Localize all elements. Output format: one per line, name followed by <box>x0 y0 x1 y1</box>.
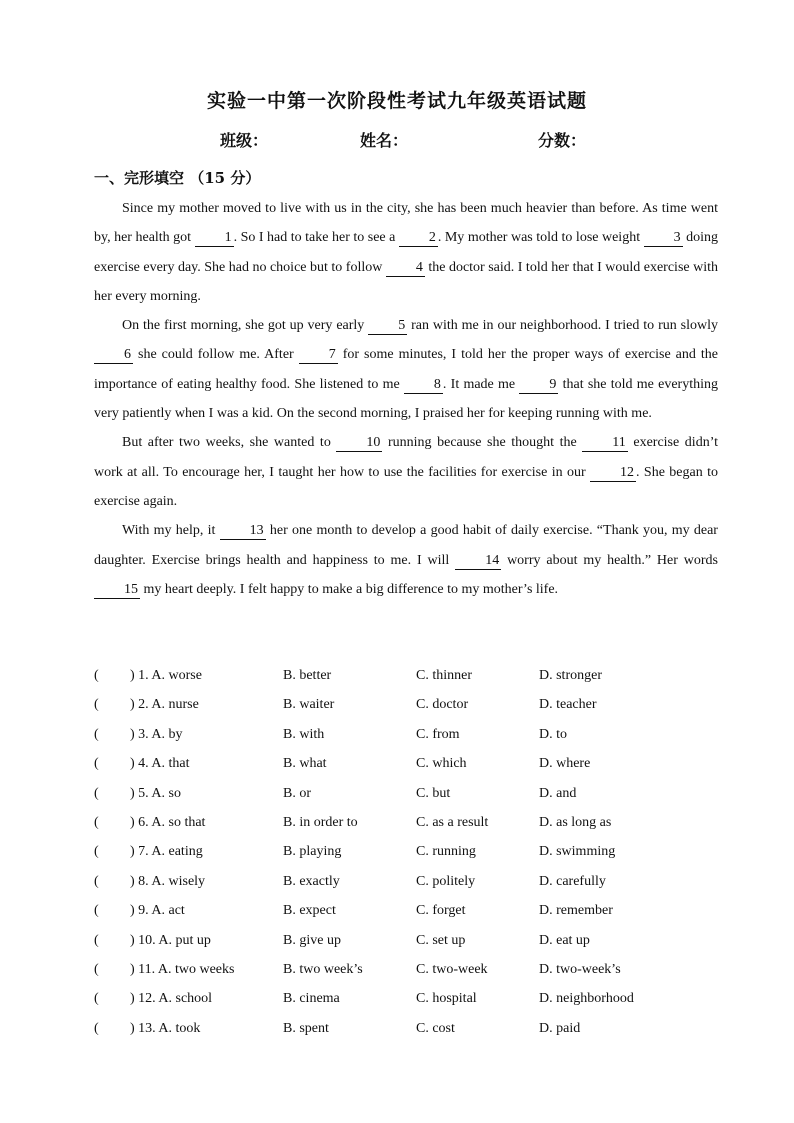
passage-text: my heart deeply. I felt happy to make a big difference to my mother’s life. <box>140 581 559 597</box>
passage-text: for some minutes, I told her the proper ways of exercise and the importance of eating healthy food. She listened to me <box>94 347 718 392</box>
question-row <box>94 868 718 897</box>
passage-text: But after two weeks, she wanted to <box>122 435 337 451</box>
option-a: ) 6. A. so that <box>130 814 206 830</box>
option-a: ) 11. A. two weeks <box>130 961 235 977</box>
option-c: C. which <box>416 756 467 772</box>
blank: 9 <box>519 377 558 394</box>
passage-text: exercise didn’t work at all. To encourage her, I taught her how to use the facilities for exercise in our <box>94 435 718 480</box>
answer-paren[interactable]: ( <box>94 697 99 713</box>
option-d: D. swimming <box>539 844 616 860</box>
option-c: C. thinner <box>416 668 472 683</box>
answer-paren[interactable]: ( <box>94 668 99 683</box>
blank: 14 <box>455 553 501 570</box>
blank: 15 <box>94 582 140 599</box>
blank: 5 <box>368 318 407 335</box>
blank: 13 <box>220 523 266 540</box>
option-a: ) 5. A. so <box>130 785 181 801</box>
blank: 1 <box>195 230 234 247</box>
option-c: C. but <box>416 785 451 801</box>
option-c: C. forget <box>416 903 466 919</box>
passage-paragraph <box>94 194 718 311</box>
option-b: B. expect <box>283 903 336 919</box>
option-a: ) 4. A. that <box>130 756 190 772</box>
blank: 11 <box>582 435 627 452</box>
blank: 2 <box>399 230 438 247</box>
answer-paren[interactable]: ( <box>94 1020 99 1036</box>
option-d: D. paid <box>539 1020 581 1036</box>
option-b: B. better <box>283 668 332 683</box>
option-b: B. spent <box>283 1020 329 1036</box>
question-row <box>94 780 718 809</box>
passage-text: her one month to develop a good habit of daily exercise. “Thank you, my dear daughter. Exercise brings health and happiness to me. I will <box>94 523 718 568</box>
passage-text: ran with me in our neighborhood. I tried to run slowly <box>407 318 718 334</box>
option-a: ) 7. A. eating <box>130 844 203 860</box>
score-label: 分数： <box>538 131 587 150</box>
blank: 12 <box>590 465 636 482</box>
option-a: ) 13. A. took <box>130 1020 201 1036</box>
passage-text: . It made me <box>442 376 520 392</box>
blank: 8 <box>404 377 443 394</box>
question-row <box>94 662 718 691</box>
option-d: D. teacher <box>539 697 597 713</box>
option-c: C. doctor <box>416 697 469 713</box>
option-a: ) 10. A. put up <box>130 932 211 948</box>
option-b: B. exactly <box>283 873 340 889</box>
option-c: C. politely <box>416 873 476 889</box>
option-d: D. carefully <box>539 873 606 889</box>
passage-text: . She began to exercise again. <box>94 464 718 509</box>
option-a: ) 9. A. act <box>130 903 185 919</box>
blank: 4 <box>386 260 425 277</box>
option-b: B. waiter <box>283 697 335 713</box>
option-b: B. give up <box>283 932 341 948</box>
cloze-passage <box>94 194 718 604</box>
blank: 3 <box>644 230 683 247</box>
passage-paragraph <box>94 516 718 604</box>
option-c: C. from <box>416 726 460 742</box>
page-title: 实验一中第一次阶段性考试九年级英语试题 <box>206 90 587 112</box>
option-a: ) 8. A. wisely <box>130 873 206 889</box>
passage-text: With my help, it <box>122 523 220 539</box>
passage-text: the doctor said. I told her that I would exercise with her every morning. <box>94 259 718 304</box>
question-row <box>94 1015 718 1044</box>
answer-paren[interactable]: ( <box>94 785 99 801</box>
option-a: ) 3. A. by <box>130 726 183 742</box>
passage-text: she could follow me. After <box>133 347 299 363</box>
question-row <box>94 897 718 926</box>
option-b: B. two week’s <box>283 961 363 977</box>
answer-paren[interactable]: ( <box>94 873 99 889</box>
passage-text: . My mother was told to lose weight <box>437 230 644 246</box>
passage-text: running because she thought the <box>382 435 583 451</box>
option-c: C. set up <box>416 932 466 948</box>
blank: 6 <box>94 347 133 364</box>
answer-paren[interactable]: ( <box>94 844 99 860</box>
option-d: D. and <box>539 785 577 801</box>
option-d: D. eat up <box>539 932 590 948</box>
option-b: B. what <box>283 756 327 772</box>
option-c: C. two-week <box>416 961 488 977</box>
question-row <box>94 721 718 750</box>
question-row <box>94 985 718 1014</box>
answer-paren[interactable]: ( <box>94 932 99 948</box>
option-d: D. as long as <box>539 814 612 830</box>
question-row <box>94 956 718 985</box>
option-c: C. cost <box>416 1020 455 1036</box>
question-row <box>94 809 718 838</box>
option-d: D. where <box>539 756 591 772</box>
option-b: B. playing <box>283 844 342 860</box>
answer-paren[interactable]: ( <box>94 903 99 919</box>
option-b: B. cinema <box>283 991 340 1007</box>
question-row <box>94 838 718 867</box>
question-row <box>94 691 718 720</box>
option-b: B. with <box>283 726 325 742</box>
option-a: ) 2. A. nurse <box>130 697 199 713</box>
option-c: C. as a result <box>416 814 489 830</box>
option-d: D. two-week’s <box>539 961 621 977</box>
option-b: B. in order to <box>283 814 358 830</box>
option-d: D. remember <box>539 903 613 919</box>
passage-text: On the first morning, she got up very early <box>122 318 369 334</box>
class-label: 班级： <box>220 131 269 150</box>
answer-paren[interactable]: ( <box>94 961 99 977</box>
passage-text: Since my mother moved to live with us in the city, she has been much heavier than before. As time went by, her health got <box>94 201 718 246</box>
question-list <box>94 662 718 1044</box>
option-d: D. neighborhood <box>539 991 634 1007</box>
passage-paragraph <box>94 428 718 516</box>
option-a: ) 1. A. worse <box>130 668 202 683</box>
passage-text: worry about my health.” Her words <box>501 552 718 568</box>
option-a: ) 12. A. school <box>130 991 213 1007</box>
name-label: 姓名： <box>360 131 409 150</box>
answer-paren[interactable]: ( <box>94 756 99 772</box>
option-c: C. hospital <box>416 991 477 1007</box>
passage-text: . So I had to take her to see a <box>233 230 399 246</box>
answer-paren[interactable]: ( <box>94 814 99 830</box>
blank: 10 <box>336 435 382 452</box>
answer-paren[interactable]: ( <box>94 991 99 1007</box>
passage-text: doing exercise every day. She had no choice but to follow <box>94 230 718 275</box>
option-d: D. stronger <box>539 668 602 683</box>
option-d: D. to <box>539 726 567 742</box>
option-b: B. or <box>283 785 311 801</box>
option-c: C. running <box>416 844 476 860</box>
answer-paren[interactable]: ( <box>94 726 99 742</box>
passage-text: that she told me everything very patiently when I was a kid. On the second morning, I praised her for keeping running with me. <box>94 376 718 422</box>
section-heading: 一、完形填空 （15 分） <box>94 169 261 187</box>
question-row <box>94 750 718 779</box>
passage-paragraph <box>94 311 718 428</box>
blank: 7 <box>299 347 338 364</box>
question-row <box>94 927 718 956</box>
